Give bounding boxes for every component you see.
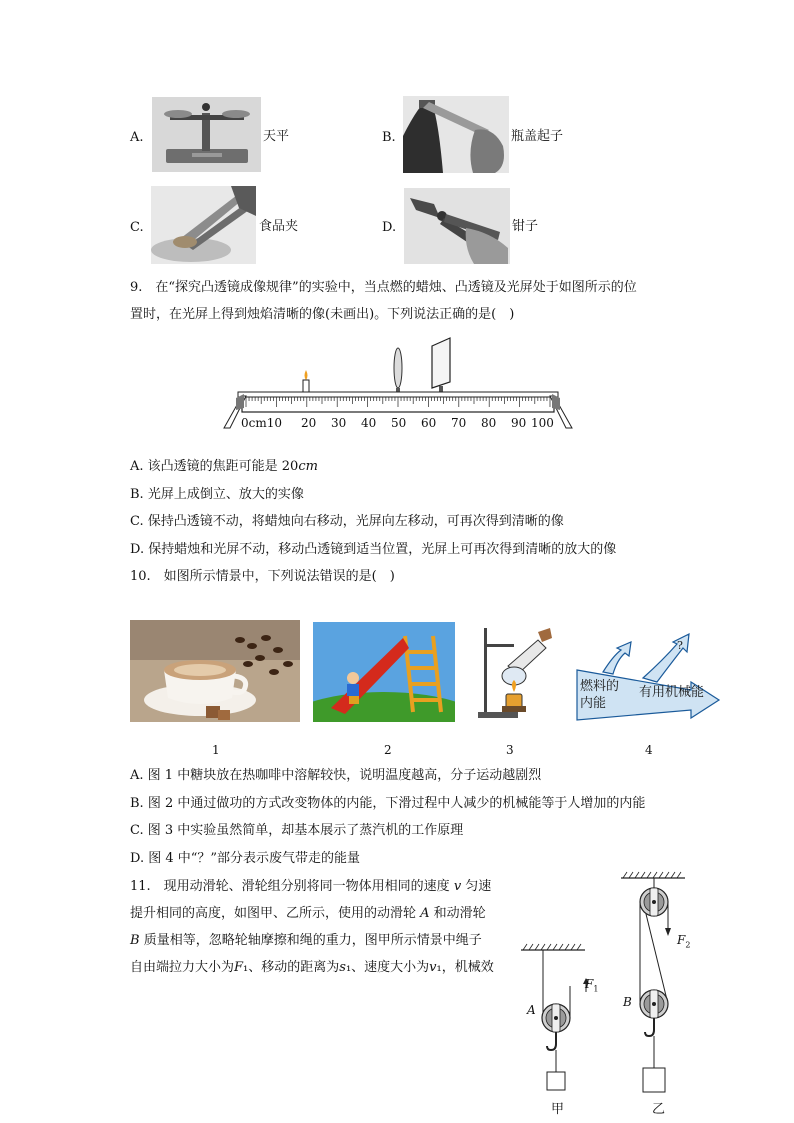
q11-line1 xyxy=(130,880,491,893)
pulley-a-icon xyxy=(542,1004,570,1032)
option-label: 天平 xyxy=(263,129,290,144)
text: 提升相同的高度，如图甲、乙所示，使用的动滑轮 xyxy=(130,906,421,921)
subscript: 2 xyxy=(685,940,691,950)
food-tongs-image xyxy=(151,186,256,264)
option-label: 食品夹 xyxy=(259,219,299,234)
option-label: 瓶盖起子 xyxy=(511,129,564,144)
light-screen-icon xyxy=(432,338,450,398)
text: 质量相等，忽略轮轴摩擦和绳的重力，图甲所示情景中绳子 xyxy=(139,933,482,948)
var: s xyxy=(339,960,346,975)
q10-option-d: D. 图 4 中“？”部分表示废气带走的能量 xyxy=(130,851,361,866)
q10-option-b: B. 图 2 中通过做功的方式改变物体的内能，下滑过程中人减少的机械能等于人增加的内能 xyxy=(130,796,646,811)
tick-label: 90 xyxy=(511,416,527,430)
label-f1 xyxy=(585,978,598,993)
text: 11. 现用动滑轮、滑轮组分别将同一物体用相同的速度 xyxy=(130,879,454,894)
figure-caption: 4 xyxy=(645,743,653,757)
tick-label: 60 xyxy=(421,416,437,430)
pulley-figure xyxy=(515,866,695,1123)
figure-caption: 3 xyxy=(506,743,514,757)
convex-lens-icon xyxy=(392,348,404,398)
figure-caption: 2 xyxy=(384,743,392,757)
var: F xyxy=(585,977,594,991)
option-unit: cm xyxy=(298,459,318,474)
fig4-useful-label: 有用机械能 xyxy=(639,685,705,700)
var: F xyxy=(234,960,244,975)
q11-line2 xyxy=(130,907,486,920)
text: ₁、速度大小为 xyxy=(345,960,430,975)
figure-caption: 1 xyxy=(212,743,220,757)
label-f2 xyxy=(677,934,690,949)
q9-option-d: D. 保持蜡烛和光屏不动，移动凸透镜到适当位置，光屏上可再次得到清晰的放大的像 xyxy=(130,542,617,557)
label-b: B xyxy=(623,995,632,1009)
q9-option-c: C. 保持凸透镜不动，将蜡烛向右移动，光屏向左移动，可再次得到清晰的像 xyxy=(130,514,564,529)
option-letter: B. xyxy=(382,130,396,145)
tick-label: 20 xyxy=(301,416,317,430)
text: ₁，机械效 xyxy=(436,960,494,975)
var: v xyxy=(453,879,462,894)
text: 匀速 xyxy=(461,879,492,894)
q9-stem-line1: 9. 在“探究凸透镜成像规律”的实验中，当点燃的蜡烛、凸透镜及光屏处于如图所示的位 xyxy=(130,280,637,295)
var: v xyxy=(429,960,437,975)
option-label: 钳子 xyxy=(512,219,539,234)
q10-option-a: A. 图 1 中糖块放在热咖啡中溶解较快，说明温度越高，分子运动越剧烈 xyxy=(130,768,542,783)
pulley-b-icon xyxy=(640,990,668,1018)
text: ₁、移动的距离为 xyxy=(243,960,340,975)
tick-label: 100 xyxy=(531,416,554,430)
q9-stem-line2: 置时，在光屏上得到烛焰清晰的像(未画出)。下列说法正确的是( ) xyxy=(130,307,515,322)
tick-label: 30 xyxy=(331,416,347,430)
slide-image xyxy=(313,622,455,722)
tick-label: 80 xyxy=(481,416,497,430)
pliers-image xyxy=(404,188,510,264)
var: F xyxy=(677,933,686,947)
fig4-fuel-label: 燃料的 xyxy=(580,679,620,694)
tick-label: 40 xyxy=(361,416,377,430)
q10-option-c: C. 图 3 中实验虽然简单，却基本展示了蒸汽机的工作原理 xyxy=(130,823,464,838)
coffee-cup-image xyxy=(130,620,300,722)
energy-flow-diagram xyxy=(573,630,721,722)
subscript: 1 xyxy=(593,984,599,994)
label-jia: 甲 xyxy=(551,1102,565,1117)
option-letter: C. xyxy=(130,220,144,235)
label-a: A xyxy=(527,1003,536,1017)
q11-line4 xyxy=(130,961,494,974)
var: B xyxy=(130,933,140,948)
label-yi: 乙 xyxy=(652,1102,666,1117)
fig4-question-label: ? xyxy=(677,639,683,652)
text: 和动滑轮 xyxy=(429,906,486,921)
tick-label: 50 xyxy=(391,416,407,430)
steam-flask-image xyxy=(472,622,554,722)
q10-stem: 10. 如图所示情景中，下列说法错误的是( ) xyxy=(130,569,395,584)
tick-label: 0cm10 xyxy=(241,416,283,430)
var: A xyxy=(420,906,430,921)
option-text: A. 该凸透镜的焦距可能是 20 xyxy=(130,459,299,474)
tick-label: 70 xyxy=(451,416,467,430)
q11-line3 xyxy=(130,934,482,947)
balance-scale-image xyxy=(152,97,261,172)
bottle-opener-image xyxy=(403,96,509,173)
fixed-pulley-icon xyxy=(640,888,668,916)
option-letter: A. xyxy=(130,130,144,145)
optical-bench-figure xyxy=(222,336,574,432)
fig4-energy-label: 内能 xyxy=(580,696,607,711)
text: 自由端拉力大小为 xyxy=(130,960,235,975)
option-letter: D. xyxy=(382,220,397,235)
q9-option-b: B. 光屏上成倒立、放大的实像 xyxy=(130,487,304,502)
q9-option-a xyxy=(130,460,318,473)
